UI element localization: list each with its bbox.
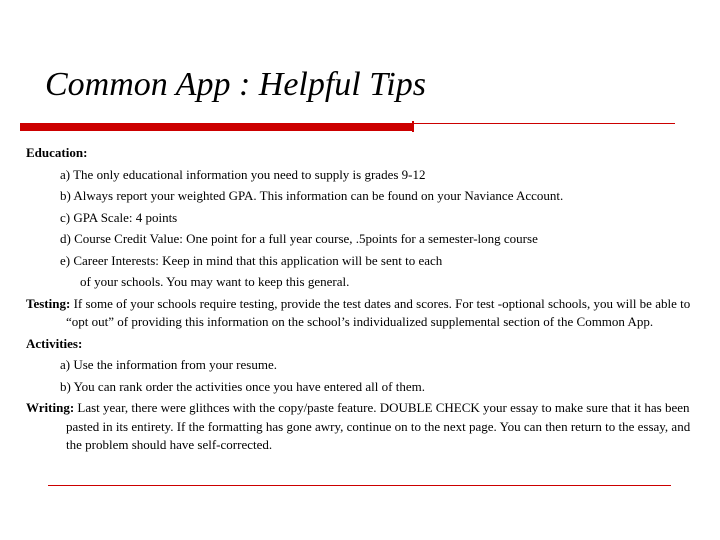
education-item: e) Career Interests: Keep in mind that this application will be sent to each <box>60 252 443 268</box>
education-item: c) GPA Scale: 4 points <box>60 209 178 225</box>
bottom-divider <box>48 485 671 486</box>
education-item-continuation: of your schools. You may want to keep this general. <box>80 274 350 289</box>
testing-text: If some of your schools require testing, provide the test dates and scores. For test -optional schools, you will be able to “opt out” of providing this information on the school’s individualized supplemental section of the Common App. <box>66 295 691 329</box>
education-item: d) Course Credit Value: One point for a full year course, .5points for a semester-long course <box>60 231 538 246</box>
writing-paragraph <box>26 399 696 455</box>
activities-item: b) You can rank order the activities once you have entered all of them. <box>60 378 425 394</box>
activities-heading: Activities: <box>26 335 83 351</box>
education-heading: Education: <box>26 145 88 160</box>
activities-item: a) Use the information from your resume. <box>60 357 277 372</box>
slide-body <box>26 144 696 458</box>
title-underline-thick <box>20 123 413 131</box>
title-underline-thin <box>413 123 675 124</box>
education-item: a) The only educational information you need to supply is grades 9-12 <box>60 166 426 182</box>
testing-heading: Testing: <box>26 295 71 311</box>
education-item: b) Always report your weighted GPA. This information can be found on your Naviance Account. <box>60 188 564 203</box>
testing-paragraph <box>26 295 696 332</box>
slide-title: Common App : Helpful Tips <box>45 66 426 103</box>
writing-heading: Writing: <box>26 400 75 415</box>
writing-text: Last year, there were glithces with the copy/paste feature. DOUBLE CHECK your essay to make sure that it has been pasted in its entirety. If the formatting has gone awry, continue on to the next page. You can then return to the essay, and the problem should have self-corrected. <box>66 400 691 452</box>
